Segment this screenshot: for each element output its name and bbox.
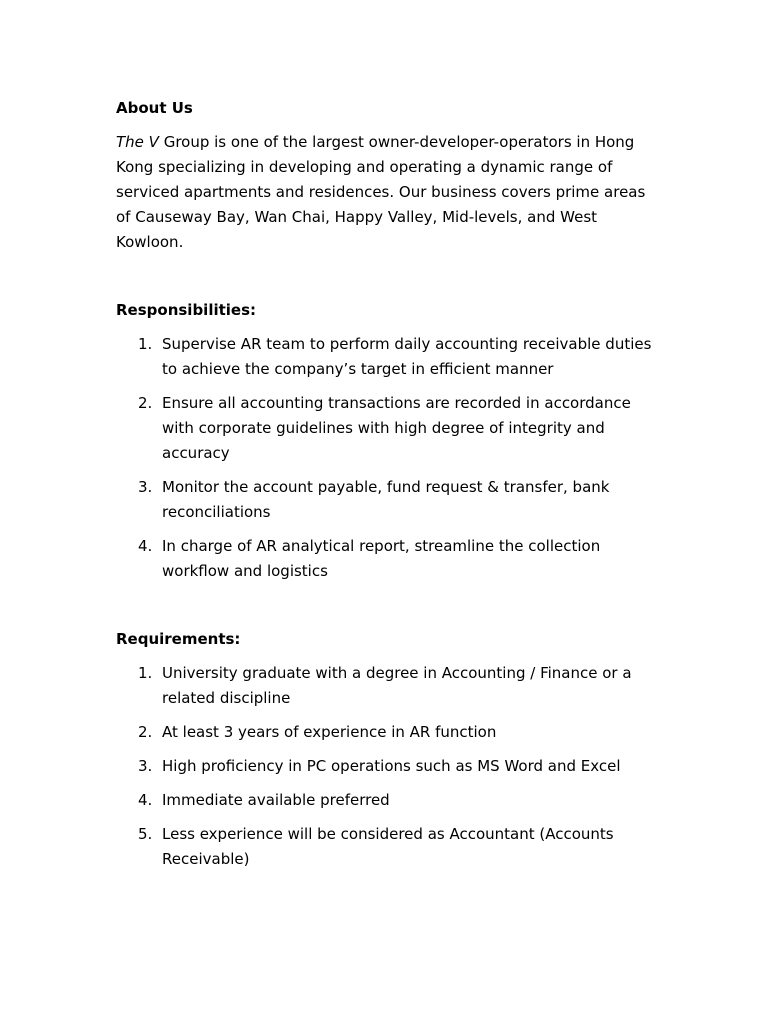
item-text: Ensure all accounting transactions are recorded in accordance with corporate guidelines with high degree of integrity and accuracy (162, 394, 631, 462)
item-number: 3. (138, 478, 153, 496)
list-item (116, 475, 661, 525)
item-number: 4. (138, 537, 153, 555)
item-number: 1. (138, 335, 153, 353)
requirements-heading: Requirements: (116, 630, 241, 648)
list-item (116, 332, 661, 382)
list-item (116, 391, 661, 466)
list-item (116, 720, 661, 745)
item-text: High proficiency in PC operations such as MS Word and Excel (162, 757, 621, 775)
item-text: Monitor the account payable, fund request & transfer, bank reconciliations (162, 478, 610, 521)
item-text: Immediate available preferred (162, 791, 390, 809)
company-name: The V (116, 133, 159, 151)
item-number: 2. (138, 723, 153, 741)
list-item (116, 788, 661, 813)
item-text: In charge of AR analytical report, streamline the collection workflow and logistics (162, 537, 601, 580)
item-number: 4. (138, 791, 153, 809)
item-text: At least 3 years of experience in AR function (162, 723, 497, 741)
list-item (116, 754, 661, 779)
list-item (116, 534, 661, 584)
item-number: 5. (138, 825, 153, 843)
item-text: Supervise AR team to perform daily accounting receivable duties to achieve the company’s target in efficient manner (162, 335, 652, 378)
about-body: Group is one of the largest owner-developer-operators in Hong Kong specializing in developing and operating a dynamic range of serviced apartments and residences. Our business covers prime areas of Causeway Bay, Wan Chai, Happy Valley, Mid-levels, and West Kowloon. (116, 133, 646, 251)
responsibilities-heading: Responsibilities: (116, 301, 257, 319)
item-number: 2. (138, 394, 153, 412)
about-paragraph (116, 130, 661, 255)
item-text: University graduate with a degree in Accounting / Finance or a related discipline (162, 664, 632, 707)
about-heading: About Us (116, 99, 193, 117)
requirements-list (116, 661, 661, 872)
item-text: Less experience will be considered as Accountant (Accounts Receivable) (162, 825, 614, 868)
item-number: 1. (138, 664, 153, 682)
document-page (116, 96, 661, 872)
list-item (116, 661, 661, 711)
list-item (116, 822, 661, 872)
item-number: 3. (138, 757, 153, 775)
responsibilities-list (116, 332, 661, 584)
